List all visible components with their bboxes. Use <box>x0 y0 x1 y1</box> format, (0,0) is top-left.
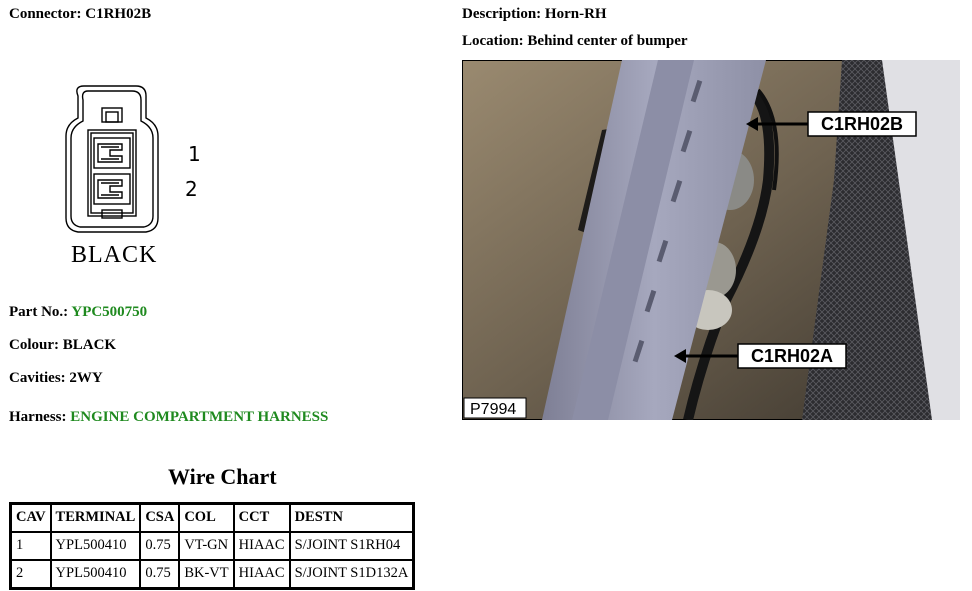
table-cell: 1 <box>11 532 51 560</box>
cavities-value: 2WY <box>69 370 103 386</box>
column-header: CAV <box>11 504 51 533</box>
table-header-row <box>11 504 414 533</box>
table-cell: HIAAC <box>234 560 290 589</box>
wire-chart-title: Wire Chart <box>168 464 277 489</box>
part-line <box>9 304 147 321</box>
location-label: Location: <box>462 33 524 49</box>
table-row <box>11 560 414 589</box>
photo-id-text: P7994 <box>470 401 517 418</box>
table-cell: YPL500410 <box>51 560 141 589</box>
harness-label: Harness: <box>9 409 67 425</box>
column-header: CSA <box>140 504 179 533</box>
callout-top-text: C1RH02B <box>820 114 904 134</box>
column-header: DESTN <box>290 504 414 533</box>
wire-chart-table <box>9 502 415 590</box>
colour-label: Colour: <box>9 337 59 353</box>
location-photo <box>462 60 960 420</box>
part-value: YPC500750 <box>71 304 148 320</box>
location-value: Behind center of bumper <box>527 33 688 49</box>
harness-line <box>9 409 328 426</box>
description-value: Horn-RH <box>544 6 607 22</box>
table-cell: YPL500410 <box>51 532 141 560</box>
colour-line <box>9 337 116 354</box>
part-label: Part No.: <box>9 304 69 320</box>
table-cell: 0.75 <box>140 560 179 589</box>
connector-face-drawing <box>62 84 202 274</box>
connector-value: C1RH02B <box>85 6 152 22</box>
table-cell: 2 <box>11 560 51 589</box>
pin-1-label: 1 <box>188 142 201 166</box>
table-cell: VT-GN <box>179 532 233 560</box>
table-cell: S/JOINT S1D132A <box>290 560 414 589</box>
callout-c1rh02b <box>808 112 916 136</box>
callout-bottom-text: C1RH02A <box>750 346 834 366</box>
drawing-colour-label: BLACK <box>71 242 158 268</box>
column-header: COL <box>179 504 233 533</box>
colour-value: BLACK <box>62 337 117 353</box>
table-cell: 0.75 <box>140 532 179 560</box>
table-cell: S/JOINT S1RH04 <box>290 532 414 560</box>
column-header: CCT <box>234 504 290 533</box>
harness-value: ENGINE COMPARTMENT HARNESS <box>70 409 329 425</box>
photo-id-badge <box>464 398 526 418</box>
table-row <box>11 532 414 560</box>
callout-c1rh02a <box>738 344 846 368</box>
column-header: TERMINAL <box>51 504 141 533</box>
table-cell: BK-VT <box>179 560 233 589</box>
pin-2-label: 2 <box>185 177 198 201</box>
connector-line <box>9 6 151 23</box>
cavities-line <box>9 370 103 387</box>
description-label: Description: <box>462 6 542 22</box>
description-line <box>462 6 607 23</box>
connector-label: Connector: <box>9 6 82 22</box>
cavities-label: Cavities: <box>9 370 66 386</box>
table-cell: HIAAC <box>234 532 290 560</box>
location-line <box>462 33 688 50</box>
